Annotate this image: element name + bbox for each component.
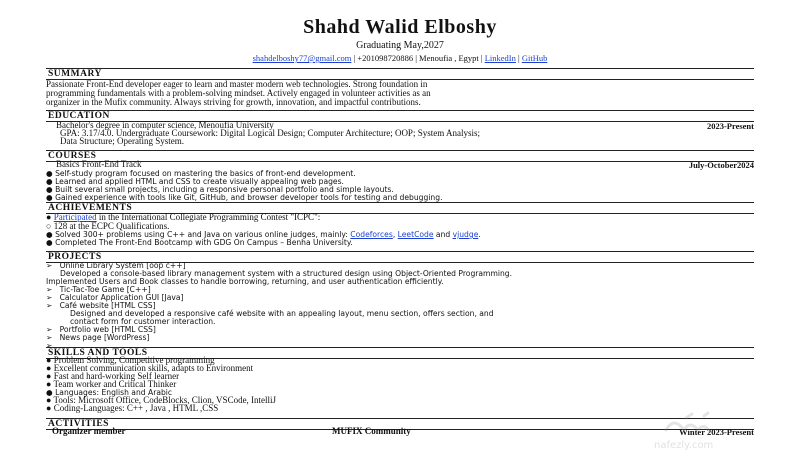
skill-item: ● Problem Solving, Competitive programming [46, 355, 215, 365]
skill-item: ● Team worker and Critical Thinker [46, 379, 177, 389]
summary-section [46, 68, 754, 107]
courses-section [46, 150, 754, 202]
linkedin-link[interactable]: LinkedIn [484, 53, 516, 63]
achievement-item: ● Solved 300+ problems using C++ and Java on various online judges, mainly: Codeforces, LeetCode and vjudge. [46, 230, 481, 239]
achievements-section [46, 202, 754, 247]
project-item: ➢ News page [WordPress] [46, 333, 150, 342]
watermark-logo-icon [646, 408, 756, 458]
nafezly-watermark [646, 408, 756, 458]
skill-item: ● Languages: English and Arabic [46, 388, 173, 397]
leetcode-link[interactable]: LeetCode [397, 230, 434, 239]
github-link[interactable]: GitHub [521, 53, 548, 63]
vjudge-link[interactable]: vjudge [452, 230, 479, 239]
education-section [46, 110, 754, 146]
course-item: ● Built several small projects, including a responsive personal portfolio and simple layouts. [46, 185, 394, 194]
achievement-subitem: ○ 128 at the ECPC Qualifications. [46, 221, 170, 231]
project-item: ➢ Online Library System [oop c++] [46, 261, 186, 270]
email-link[interactable]: shahdelboshy77@gmail.com [252, 53, 352, 63]
education-title: EDUCATION [46, 110, 754, 122]
course-item: ● Learned and applied HTML and CSS to create visually appealing web pages. [46, 177, 344, 186]
project-desc: Developed a console-based library management system with a structured design using Object-Oriented Programming. [60, 269, 512, 278]
skills-section [46, 347, 754, 413]
summary-line: programming fundamentals with a problem-solving mindset. Actively engaged in volunteer activities as an [46, 88, 431, 98]
separator: | [518, 53, 520, 63]
project-item: ➢ Tic-Tac-Toe Game [C++] [46, 285, 151, 294]
activities-title: ACTIVITIES [46, 418, 754, 430]
skill-item: ● Excellent communication skills, adapts to Environment [46, 363, 254, 373]
participated-link[interactable]: Participated [53, 212, 97, 222]
education-date: 2023-Present [706, 121, 754, 131]
education-degree: Bachelor's degree in computer science, Menoufia University [56, 120, 274, 130]
codeforces-link[interactable]: Codeforces [350, 230, 393, 239]
summary-line: Passionate Front-End developer eager to learn and master modern web technologies. Strong foundation in [46, 79, 428, 89]
skill-item: ● Tools: Microsoft Office, CodeBlocks, Clion, VSCode, IntelliJ [46, 395, 277, 405]
course-item: ● Self-study program focused on mastering the basics of front-end development. [46, 169, 356, 178]
project-desc: Designed and developed a responsive café website with an appealing layout, menu section, offers section, and [70, 309, 494, 318]
projects-section [46, 251, 754, 350]
summary-line: organizer in the Mufix community. Always striving for growth, innovation, and impactful contributions. [46, 97, 421, 107]
activity-date: Winter 2023-Present [679, 427, 754, 437]
achievements-title: ACHIEVEMENTS [46, 202, 754, 214]
graduation-date: Graduating May,2027 [356, 40, 444, 51]
svg-text:nafezly.com: nafezly.com [654, 440, 714, 451]
courses-title: COURSES [46, 150, 754, 162]
skills-title: SKILLS AND TOOLS [46, 347, 754, 359]
course-item: ● Gained experience with tools like Git, GitHub, and browser developer tools for testing and debugging. [46, 193, 443, 202]
education-gpa: GPA: 3.17/4.0. Undergraduate Coursework: Digital Logical Design; Computer Architecture; OOP; System Analysis; [60, 128, 480, 138]
achievement-item: ● Participated in the International Collegiate Programming Contest "ICPC": [46, 212, 321, 222]
resume-name: Shahd Walid Elboshy [303, 16, 497, 38]
project-desc: Implemented Users and Book classes to handle borrowing, returning, and user authentication efficiently. [46, 277, 444, 286]
projects-title: PROJECTS [46, 251, 754, 263]
separator: | [415, 53, 417, 63]
project-desc: contact form for customer interaction. [70, 317, 216, 326]
education-coursework: Data Structure; Operating System. [60, 136, 184, 146]
project-item: ➢ Café website [HTML CSS] [46, 301, 156, 310]
project-empty-arrow: ➢ [46, 341, 53, 350]
project-item: ➢ Portfolio web [HTML CSS] [46, 325, 156, 334]
location: Menoufia , Egypt [419, 53, 479, 63]
project-item: ➢ Calculator Application GUI [Java] [46, 293, 184, 302]
phone-number: +201098720886 [357, 53, 414, 63]
contact-line [0, 53, 800, 63]
activity-org: MUFIX Community [332, 426, 411, 436]
activity-role: Organizer member [52, 426, 126, 436]
course-date: July-October2024 [688, 160, 754, 170]
summary-title: SUMMARY [46, 68, 754, 80]
skill-item: ● Fast and hard-working Self learner [46, 371, 180, 381]
separator: | [480, 53, 483, 63]
skill-item: ● Coding-Languages: C++ , Java , HTML ,CSS [46, 403, 219, 413]
separator: | [353, 53, 356, 63]
achievement-item: ● Completed The Front-End Bootcamp with GDG On Campus – Benha University. [46, 238, 353, 247]
course-track: Basics Front-End Track [56, 159, 142, 169]
